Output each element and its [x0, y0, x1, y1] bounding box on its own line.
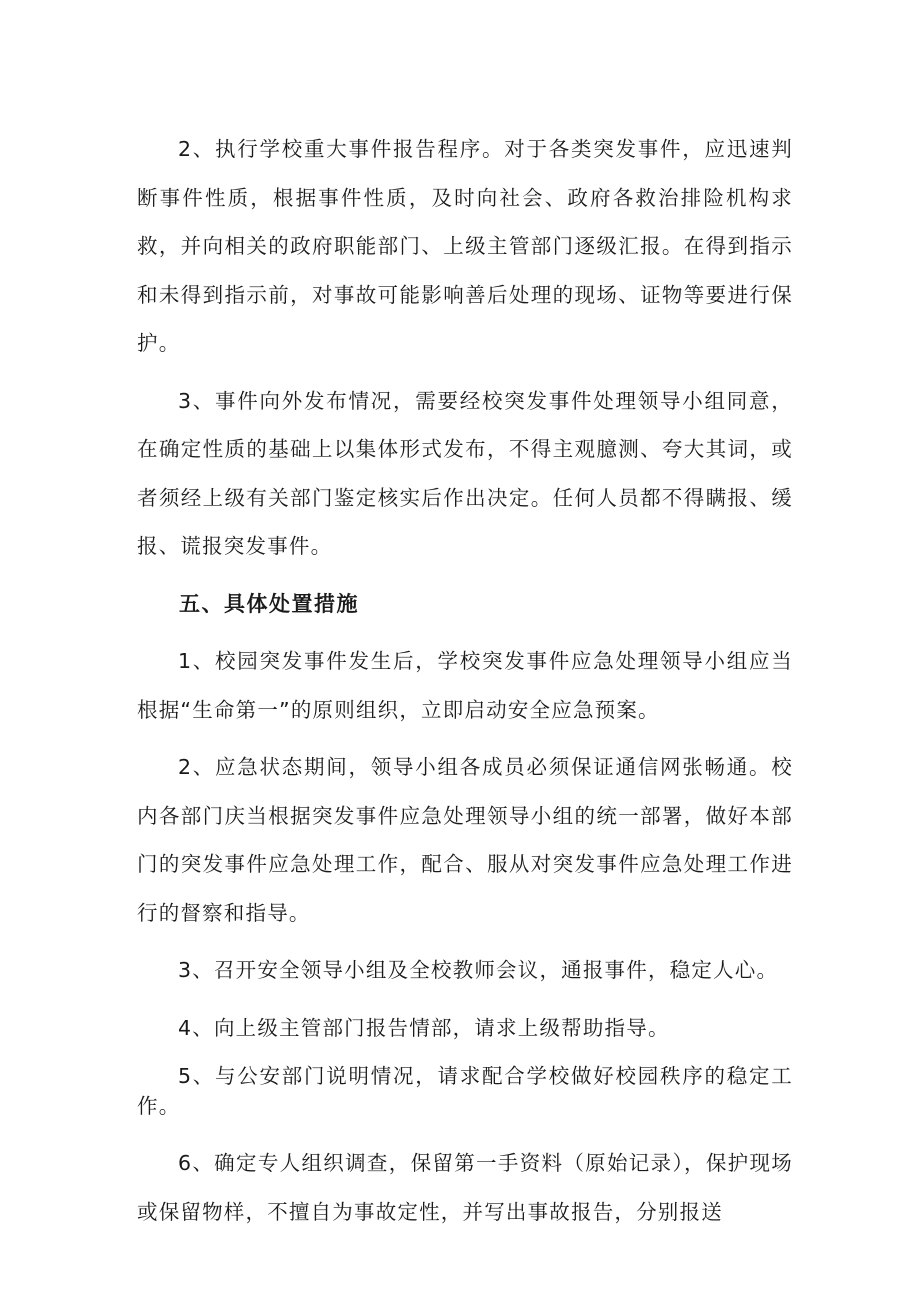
paragraph-measure-2: 2、应急状态期间，领导小组各成员必须保证通信网张畅通。校内各部门庆当根据突发事件应急处理领导小组的统一部署，做好本部门的突发事件应急处理工作，配合、服从对突发事件应急处理工作进行的督察和指导。: [137, 755, 793, 925]
paragraph-report-procedure: 2、执行学校重大事件报告程序。对于各类突发事件，应迅速判断事件性质，根据事件性质，及时向社会、政府各救治排险机构求救，并向相关的政府职能部门、上级主管部门逐级汇报。在得到指示和未得到指示前，对事故可能影响善后处理的现场、证物等要进行保护。: [137, 137, 793, 355]
paragraph-measure-4: 4、向上级主管部门报告情部，请求上级帮助指导。: [178, 1015, 670, 1040]
section-heading: 五、具体处置措施: [179, 591, 359, 616]
paragraph-measure-3: 3、召开安全领导小组及全校教师会议，通报事件，稳定人心。: [178, 958, 779, 982]
paragraph-measure-6: 6、确定专人组织调查，保留第一手资料（原始记录），保护现场或保留物样，不擅自为事故定性，并写出事故报告，分别报送: [137, 1151, 793, 1224]
paragraph-measure-5: 5、与公安部门说明情况，请求配合学校做好校园秩序的稳定工作。: [137, 1064, 793, 1118]
document-page: [137, 125, 793, 1245]
paragraph-information-release: 3、事件向外发布情况，需要经校突发事件处理领导小组同意，在确定性质的基础上以集体形式发布，不得主观臆测、夸大其词，或者须经上级有关部门鉴定核实后作出决定。任何人员都不得瞒报、缓报、谎报突发事件。: [137, 388, 793, 558]
paragraph-measure-1: 1、校园突发事件发生后，学校突发事件应急处理领导小组应当根据“生命第一”的原则组织，立即启动安全应急预案。: [137, 649, 793, 722]
